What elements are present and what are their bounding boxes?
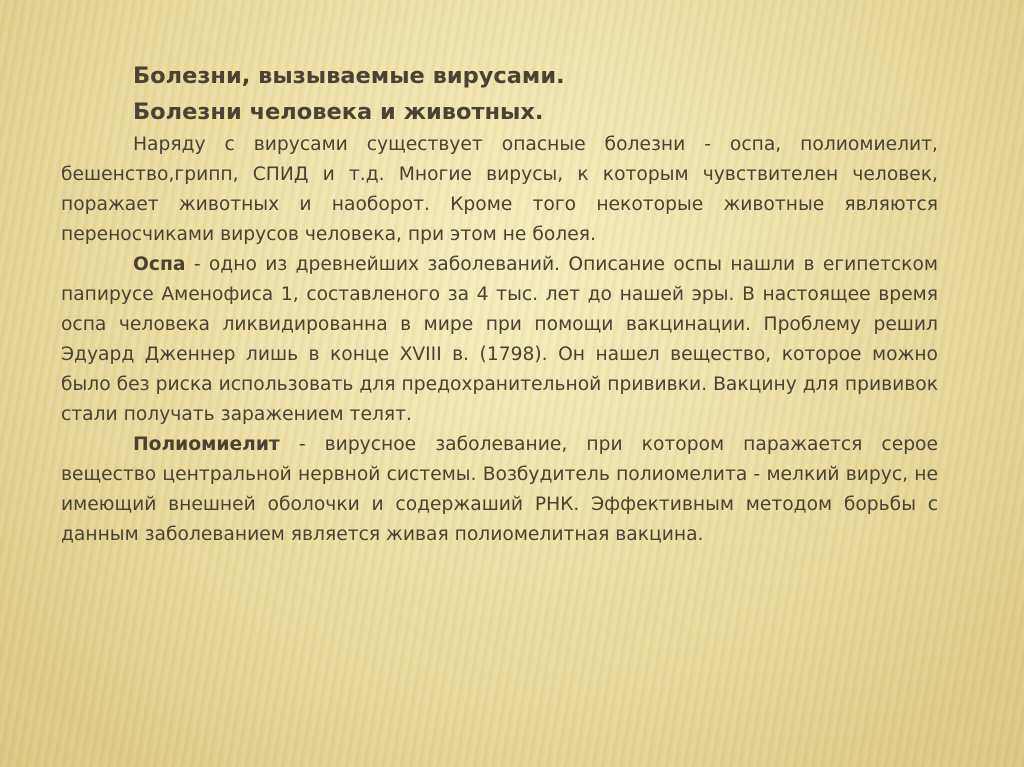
- paragraph-polio-text: - вирусное заболевание, при котором паражается серое вещество центральной нервной системы. Возбудитель полиомелита - мелкий вирус, не имеющий внешней оболочки и содержаший РНК. Эффективным методом борьбы с данным заболеванием является живая полиомелитная вакцина.: [61, 434, 938, 545]
- paragraph-smallpox-term: Оспа: [133, 254, 186, 275]
- paragraph-polio: [61, 430, 938, 550]
- paragraph-polio-term: Полиомиелит: [133, 434, 280, 455]
- paragraph-intro-text: Наряду с вирусами существует опасные болезни - оспа, полиомиелит, бешенство,грипп, СПИД и т.д. Многие вирусы, к которым чувствителен человек, поражает животных и наоборот. Кроме того некоторые животные являются переносчиками вирусов человека, при этом не болея.: [61, 134, 938, 245]
- slide-title-line-2: Болезни человека и животных.: [133, 99, 544, 125]
- slide-title-line-1: Болезни, вызываемые вирусами.: [133, 63, 565, 89]
- paragraph-smallpox-text: - одно из древнейших заболеваний. Описание оспы нашли в египетском папирусе Аменофиса 1, составленого за 4 тыс. лет до нашей эры. В настоящее время оспа человека ликвидированна в мире при помощи вакцинации. Проблему решил Эдуард Дженнер лишь в конце XVIII в. (1798). Он нашел вещество, которое можно было без риска использовать для предохранительной прививки. Вакцину для прививок стали получать заражением телят.: [61, 254, 938, 425]
- slide-content: [61, 58, 938, 550]
- paragraph-intro: [61, 130, 938, 250]
- paragraph-smallpox: [61, 250, 938, 430]
